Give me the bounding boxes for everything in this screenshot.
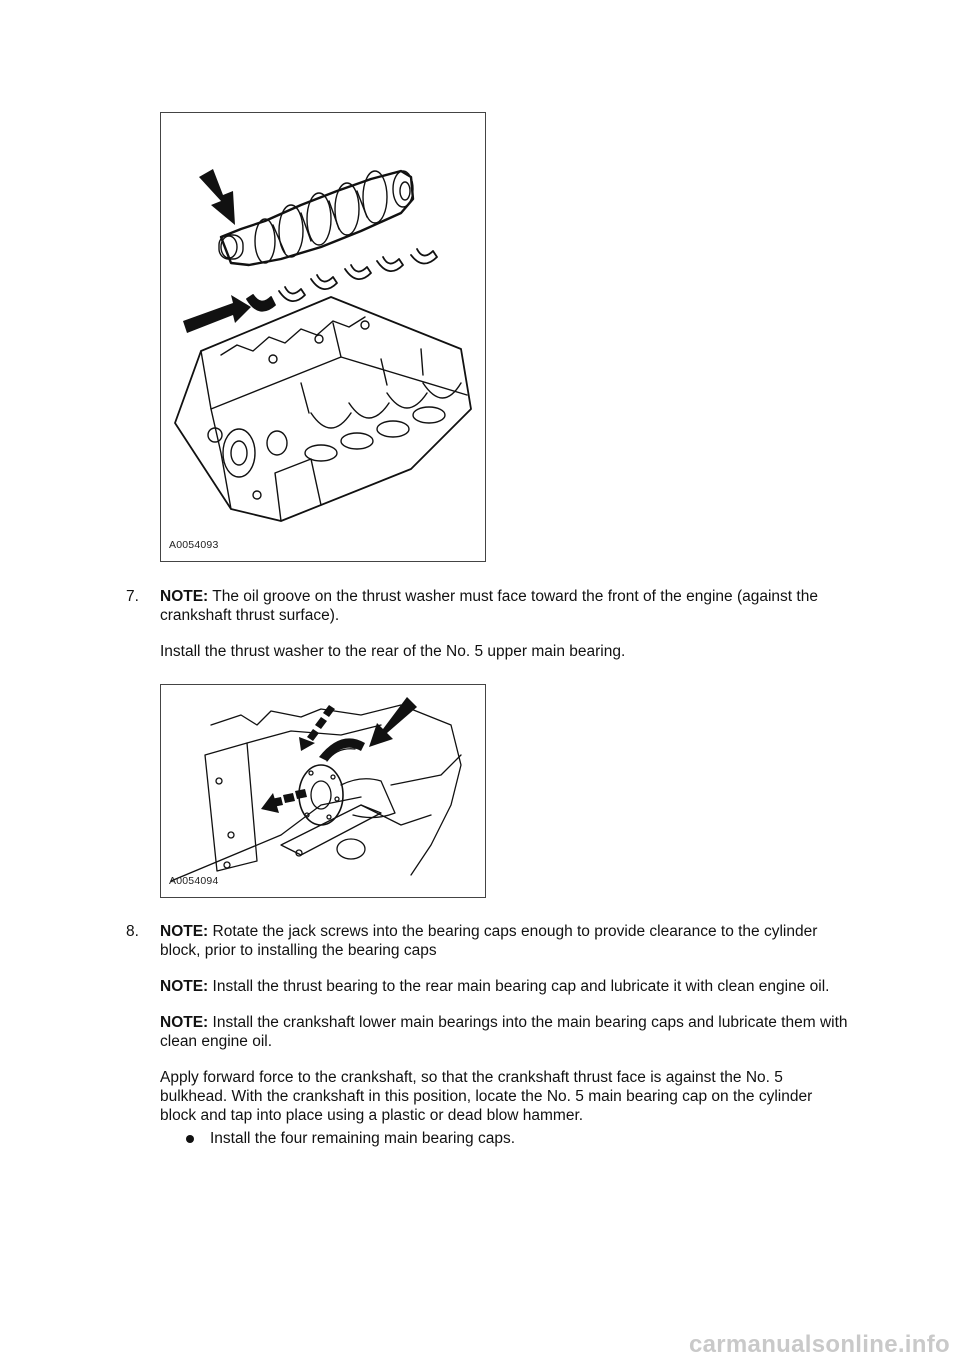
arrow-bearing (183, 295, 251, 333)
note-label: NOTE: (160, 588, 209, 605)
note-text: The oil groove on the thrust washer must face toward the front of the engine (against the crankshaft thrust surface). (160, 588, 818, 624)
crankshaft-block-illustration (161, 113, 486, 562)
note-label: NOTE: (160, 978, 209, 995)
crankshaft-flange-drawing (299, 765, 395, 825)
note (160, 977, 850, 996)
bullet-text: Install the four remaining main bearing caps. (210, 1130, 515, 1147)
step-number: 7. (126, 588, 139, 605)
step-body (160, 587, 850, 678)
arrow-dashed-upper (299, 705, 335, 751)
note-text: Install the crankshaft lower main bearings into the main bearing caps and lubricate them with clean engine oil. (160, 1014, 848, 1050)
instruction: Apply forward force to the crankshaft, so that the crankshaft thrust face is against the No. 5 bulkhead. With the crankshaft in this position, locate the No. 5 main bearing cap on the cylinder block and tap into place using a plastic or dead blow hammer. (160, 1069, 813, 1124)
figure-crankshaft-installation (160, 112, 486, 562)
arrow-thrust-washer (369, 697, 417, 747)
instruction: Install the thrust washer to the rear of the No. 5 upper main bearing. (160, 643, 626, 660)
crankshaft-drawing (219, 171, 413, 265)
arrow-crankshaft (199, 169, 235, 225)
bullet-item (160, 1129, 850, 1148)
thrust-washer-illustration (161, 685, 486, 898)
cylinder-block-drawing (175, 297, 471, 521)
note (160, 922, 850, 960)
step-body (160, 922, 850, 1148)
step-number: 8. (126, 923, 139, 940)
figure-thrust-washer (160, 684, 486, 898)
note-text: Rotate the jack screws into the bearing caps enough to provide clearance to the cylinder block, prior to installing the bearing caps (160, 923, 818, 959)
note (160, 1013, 850, 1051)
note-label: NOTE: (160, 923, 209, 940)
note-text: Install the thrust bearing to the rear main bearing cap and lubricate it with clean engine oil. (212, 978, 830, 995)
bullet-dot-icon (186, 1135, 194, 1143)
watermark: carmanualsonline.info (688, 1331, 950, 1358)
figure-label: A0054093 (169, 539, 219, 551)
figure-label: A0054094 (169, 875, 219, 887)
note-label: NOTE: (160, 1014, 209, 1031)
note (160, 587, 850, 625)
